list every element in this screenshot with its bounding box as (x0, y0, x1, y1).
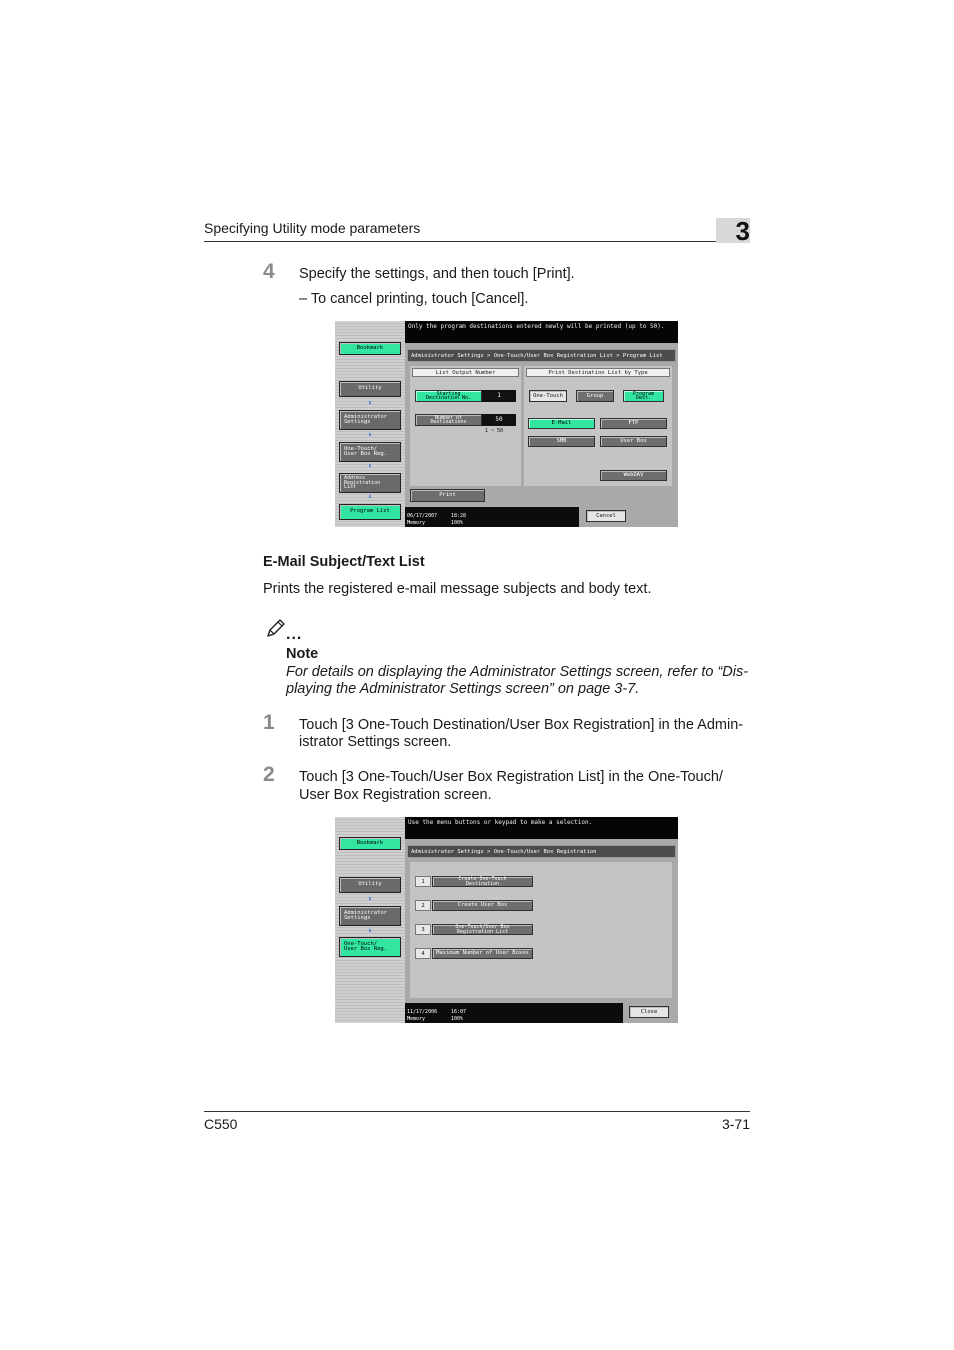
label-line: Settings (344, 419, 371, 425)
print-button[interactable]: Print (410, 489, 485, 502)
admin-settings-button[interactable] (339, 410, 401, 430)
label-line: One-Touch/ (344, 445, 378, 452)
status-memory-value: 100% (451, 520, 464, 526)
arrow-down-icon: ⬇ (367, 927, 373, 935)
label-line: Address (344, 474, 366, 481)
arrow-down-icon: ⬇ (367, 895, 373, 903)
utility-button[interactable]: Utility (339, 381, 401, 397)
onetouch-userbox-button[interactable] (339, 442, 401, 462)
label-line: Number of (434, 414, 463, 421)
label-line: Program (632, 390, 655, 397)
arrow-down-icon: ⬇ (367, 493, 373, 501)
create-user-box-button[interactable]: Create User Box (432, 900, 533, 911)
label-line: Registration List (456, 928, 509, 935)
list-output-title: List Output Number (412, 368, 519, 377)
onetouch-registration-screen (335, 817, 678, 1023)
group-button[interactable]: Group (576, 390, 614, 402)
header-rule (204, 241, 716, 242)
one-touch-button[interactable]: One-Touch (529, 390, 567, 402)
note-text-line: playing the Administrator Settings screen” on page 3-7. (286, 681, 640, 697)
sub-bullet: – To cancel printing, touch [Cancel]. (299, 291, 529, 307)
label-line: Administrator (344, 909, 388, 916)
close-button[interactable]: Close (629, 1006, 669, 1018)
utility-button[interactable]: Utility (339, 877, 401, 893)
label-line: User Box Reg. (344, 451, 388, 457)
program-list-button[interactable]: Program List (339, 504, 401, 520)
bookmark-button[interactable]: Bookmark (339, 837, 401, 850)
menu-number: 2 (415, 900, 431, 911)
email-button[interactable]: E-Mail (528, 418, 595, 429)
step-text-line: Touch [3 One-Touch Destination/User Box Registration] in the Admin- (299, 717, 744, 733)
bookmark-button[interactable]: Bookmark (339, 342, 401, 355)
label-line: Create One-Touch (458, 876, 507, 882)
footer-page-number: 3-71 (721, 1116, 750, 1132)
status-memory-value: 100% (451, 1016, 464, 1022)
menu-number: 1 (415, 876, 431, 887)
label-line: One-Touch/User Box (455, 924, 510, 930)
status-date: 11/17/2006 (407, 1009, 438, 1015)
note-label: Note (286, 646, 319, 662)
label-line: User Box Reg. (344, 946, 388, 952)
menu-number: 4 (415, 948, 431, 959)
ftp-button[interactable]: FTP (600, 418, 667, 429)
onetouch-userbox-button[interactable] (339, 937, 401, 957)
running-header: Specifying Utility mode parameters (204, 220, 421, 236)
range-text: 1 ~ 50 (485, 428, 504, 434)
note-dots: ... (286, 626, 303, 643)
note-text-line: For details on displaying the Administrator Settings screen, refer to “Dis- (286, 664, 749, 680)
breadcrumb: Administrator Settings > One-Touch/User Box Registration List > Program List (407, 349, 676, 362)
status-memory-label: Memory (407, 520, 426, 526)
status-date: 06/17/2007 (407, 513, 438, 519)
screen-message: Use the menu buttons or keypad to make a selection. (405, 817, 678, 843)
footer-model: C550 (204, 1116, 238, 1132)
smb-button[interactable]: SMB (528, 436, 595, 447)
webdav-button[interactable]: WebDAV (600, 470, 667, 481)
label-line: Starting (436, 390, 461, 397)
label-line: Destinations (430, 419, 467, 425)
label-line: Dest. (635, 395, 652, 401)
status-time: 16:07 (451, 1009, 467, 1015)
step-text-line: User Box Registration screen. (299, 787, 492, 803)
user-box-button[interactable]: User Box (600, 436, 667, 447)
address-registration-list-button[interactable] (339, 473, 401, 493)
list-output-panel (410, 366, 521, 486)
chapter-number: 3 (735, 216, 750, 246)
admin-settings-button[interactable] (339, 906, 401, 926)
menu-number: 3 (415, 924, 431, 935)
step-number: 2 (263, 763, 275, 786)
section-heading: E-Mail Subject/Text List (263, 554, 425, 570)
step-text-line: istrator Settings screen. (299, 734, 452, 750)
step-text-line: Touch [3 One-Touch/User Box Registration List] in the One-Touch/ (299, 769, 723, 785)
step-number: 4 (263, 260, 275, 283)
label-line: Administrator (344, 413, 388, 420)
footer-rule (204, 1111, 750, 1112)
program-dest-button[interactable] (623, 390, 664, 402)
arrow-down-icon: ⬇ (367, 399, 373, 407)
label-line: Destination (465, 880, 500, 887)
create-one-touch-button[interactable] (432, 876, 533, 887)
program-list-screen (335, 321, 678, 527)
maximum-user-boxes-button[interactable]: Maximum Number of User Boxes (432, 948, 533, 959)
starting-destination-value: 1 (482, 390, 516, 402)
registration-list-button[interactable] (432, 924, 533, 935)
cancel-button[interactable]: Cancel (586, 510, 626, 522)
section-description: Prints the registered e-mail message subjects and body text. (263, 581, 652, 597)
starting-destination-button[interactable] (415, 390, 482, 402)
label-line: List (344, 484, 357, 491)
label-line: Registration (344, 479, 381, 486)
note-pencil-icon (265, 617, 287, 644)
screen-message: Only the program destinations entered newly will be printed (up to 50). (405, 321, 678, 347)
label-line: Settings (344, 915, 371, 921)
status-memory-label: Memory (407, 1016, 426, 1022)
label-line: One-Touch/ (344, 940, 378, 947)
label-line: Destination No. (425, 395, 472, 401)
breadcrumb: Administrator Settings > One-Touch/User Box Registration (407, 845, 676, 858)
number-of-destinations-value: 50 (482, 414, 516, 426)
number-of-destinations-button[interactable] (415, 414, 482, 426)
arrow-down-icon: ⬇ (367, 431, 373, 439)
step-number: 1 (263, 711, 275, 734)
arrow-down-icon: ⬇ (367, 462, 373, 470)
status-time: 18:28 (451, 513, 467, 519)
step-text: Specify the settings, and then touch [Print]. (299, 266, 575, 282)
print-by-type-title: Print Destination List by Type (526, 368, 670, 377)
